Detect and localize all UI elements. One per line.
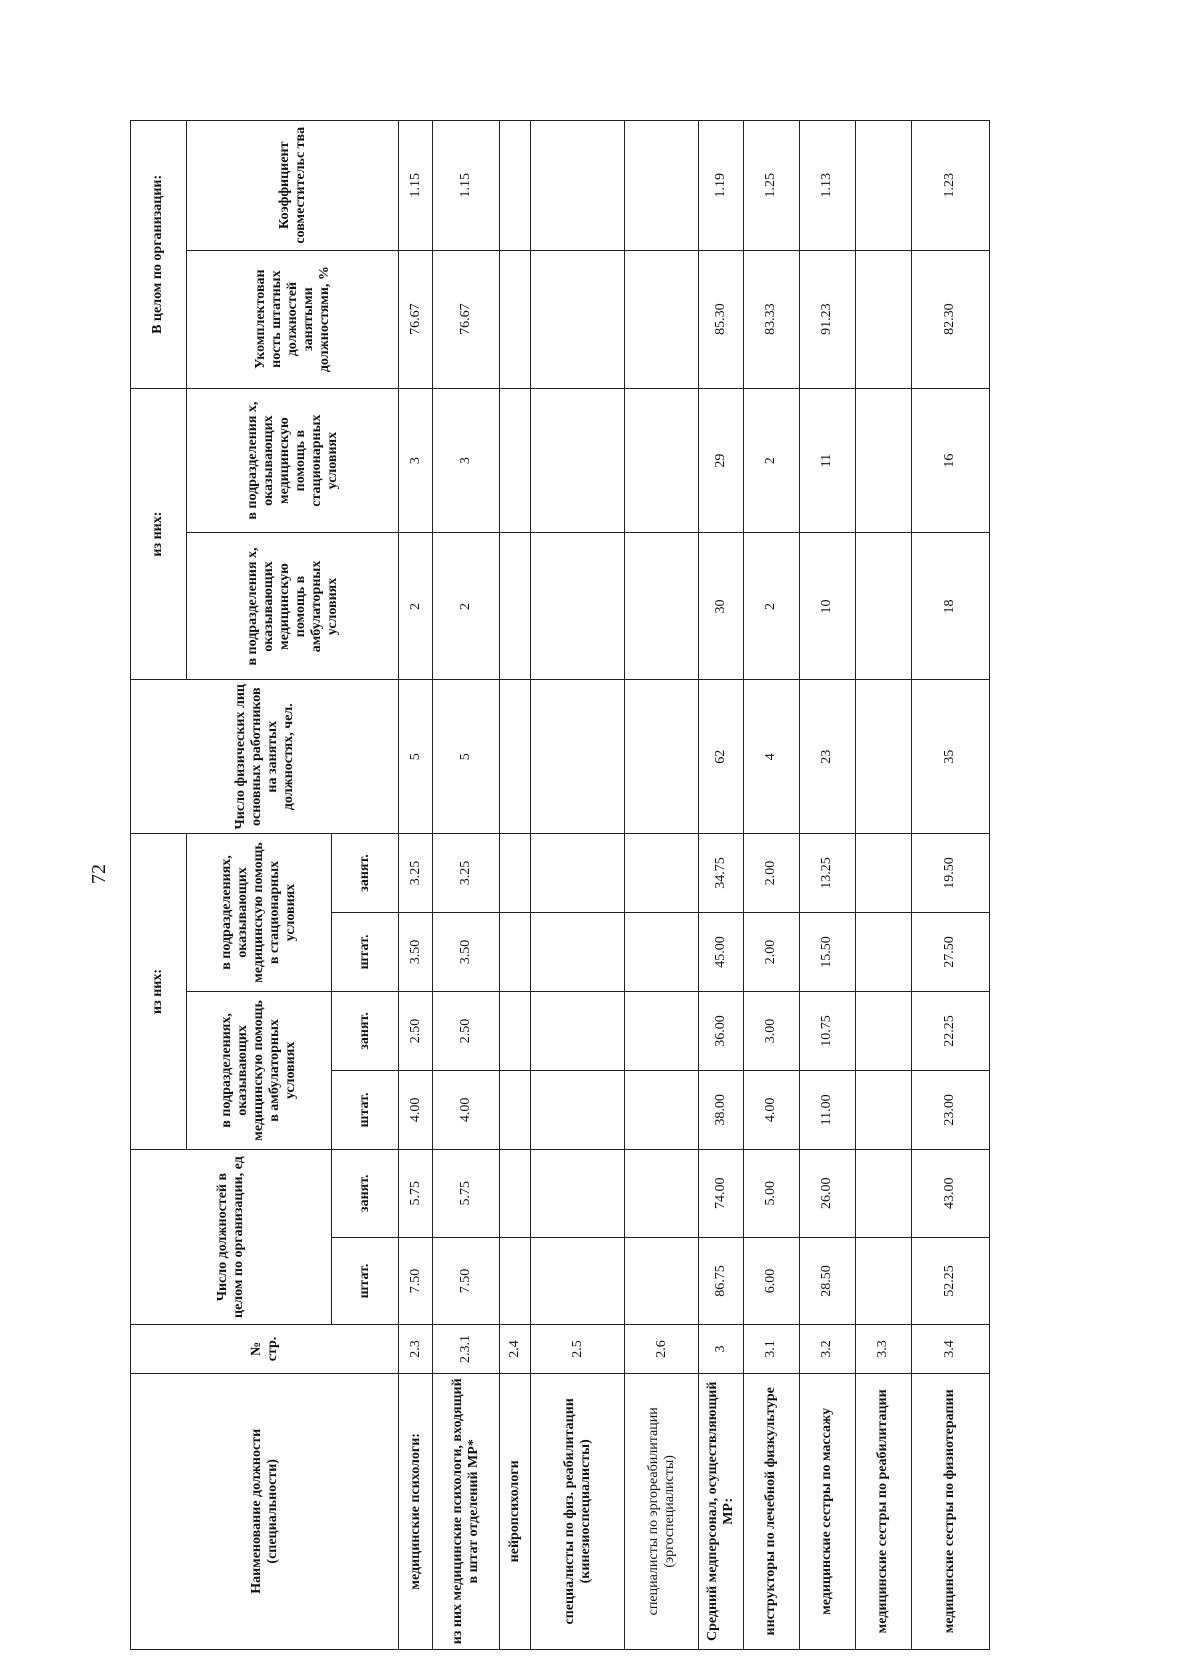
cell-num: 3.1 (743, 1325, 799, 1373)
cell-staffing: 76.67 (432, 250, 499, 388)
cell-s-shtat (625, 912, 699, 991)
cell-t-shtat (531, 1237, 625, 1325)
cell-a-shtat (625, 1070, 699, 1149)
cell-s-shtat: 27.50 (911, 912, 989, 991)
cell-num: 3.3 (855, 1325, 911, 1373)
cell-a-zan: 22.25 (911, 991, 989, 1070)
cell-num: 2.4 (500, 1325, 531, 1373)
cell-a-zan (500, 991, 531, 1070)
cell-persons: 4 (743, 680, 799, 834)
cell-a-shtat: 4.00 (743, 1070, 799, 1149)
cell-staffing (500, 250, 531, 388)
cell-persons: 35 (911, 680, 989, 834)
cell-s-shtat: 15.50 (799, 912, 855, 991)
cell-a-shtat: 4.00 (432, 1070, 499, 1149)
cell-s-shtat: 3.50 (432, 912, 499, 991)
cell-p-amb (855, 533, 911, 680)
cell-coef: 1.13 (799, 121, 855, 251)
cell-persons (625, 680, 699, 834)
cell-s-zan: 3.25 (399, 834, 433, 913)
cell-p-amb: 18 (911, 533, 989, 680)
table-body (399, 121, 990, 1650)
header-amb: в подразделениях, оказывающих медицинскую помощь в амбулаторных условиях (186, 991, 331, 1149)
cell-t-shtat: 86.75 (699, 1237, 744, 1325)
cell-t-zan (500, 1149, 531, 1237)
row-name: медицинские психологи: (399, 1373, 433, 1649)
cell-t-zan: 5.75 (399, 1149, 433, 1237)
cell-p-amb: 2 (432, 533, 499, 680)
table-row (625, 121, 699, 1650)
table-row (699, 121, 744, 1650)
row-name: из них медицинские психологи, входящий в штат отделений МР* (432, 1373, 499, 1649)
table-row (432, 121, 499, 1650)
cell-coef: 1.23 (911, 121, 989, 251)
cell-persons: 62 (699, 680, 744, 834)
cell-s-zan (855, 834, 911, 913)
sub-zanyat-stac: занят. (332, 834, 399, 913)
cell-persons (500, 680, 531, 834)
cell-p-stac: 29 (699, 388, 744, 533)
cell-s-zan: 3.25 (432, 834, 499, 913)
header-num: № стр. (131, 1325, 399, 1373)
header-coef: Коэффициент совместительс тва (186, 121, 399, 251)
cell-s-shtat (531, 912, 625, 991)
row-name: медицинские сестры по физиотерапии (911, 1373, 989, 1649)
cell-s-shtat: 3.50 (399, 912, 433, 991)
header-of-them-2: из них: (131, 388, 187, 680)
header-row-1 (131, 121, 187, 1650)
cell-s-zan: 13.25 (799, 834, 855, 913)
cell-p-amb: 2 (399, 533, 433, 680)
cell-p-stac: 3 (399, 388, 433, 533)
cell-staffing: 85.30 (699, 250, 744, 388)
header-persons-stac: в подразделения х, оказывающих медицинскую помощь в стационарных условиях (186, 388, 399, 533)
cell-t-zan: 26.00 (799, 1149, 855, 1237)
cell-a-shtat: 38.00 (699, 1070, 744, 1149)
cell-num: 2.3.1 (432, 1325, 499, 1373)
cell-t-shtat: 7.50 (399, 1237, 433, 1325)
cell-p-amb: 10 (799, 533, 855, 680)
header-persons-amb: в подразделения х, оказывающих медицинскую помощь в амбулаторных условиях (186, 533, 399, 680)
sub-shtat-total: штат. (332, 1237, 399, 1325)
cell-a-zan: 10.75 (799, 991, 855, 1070)
cell-num: 2.3 (399, 1325, 433, 1373)
cell-staffing: 82.30 (911, 250, 989, 388)
cell-a-shtat: 4.00 (399, 1070, 433, 1149)
header-stac: в подразделениях, оказывающих медицинскую помощь в стационарных условиях (186, 834, 331, 992)
header-total-positions: Число должностей в целом по организации, ед (131, 1149, 332, 1324)
header-persons: Число физических лиц основных работников на занятых должностях, чел. (131, 680, 399, 834)
cell-s-shtat (855, 912, 911, 991)
table-row (531, 121, 625, 1650)
sub-zanyat-amb: занят. (332, 991, 399, 1070)
cell-p-amb (625, 533, 699, 680)
header-name: Наименование должности (специальности) (131, 1373, 399, 1649)
cell-t-shtat: 28.50 (799, 1237, 855, 1325)
cell-t-zan (625, 1149, 699, 1237)
cell-p-stac (855, 388, 911, 533)
page-number: 72 (88, 864, 110, 884)
cell-t-zan: 74.00 (699, 1149, 744, 1237)
cell-persons (531, 680, 625, 834)
cell-staffing (855, 250, 911, 388)
cell-a-zan (625, 991, 699, 1070)
cell-coef (531, 121, 625, 251)
table-row (855, 121, 911, 1650)
cell-t-shtat (500, 1237, 531, 1325)
cell-a-zan: 3.00 (743, 991, 799, 1070)
cell-t-zan (855, 1149, 911, 1237)
rotated-table-wrapper (130, 120, 990, 1650)
cell-s-zan (531, 834, 625, 913)
table-row (911, 121, 989, 1650)
cell-coef: 1.25 (743, 121, 799, 251)
row-name: нейропсихологи (500, 1373, 531, 1649)
cell-staffing: 76.67 (399, 250, 433, 388)
cell-p-stac (500, 388, 531, 533)
cell-t-shtat: 6.00 (743, 1237, 799, 1325)
cell-a-shtat (500, 1070, 531, 1149)
cell-num: 3 (699, 1325, 744, 1373)
cell-coef (855, 121, 911, 251)
cell-p-stac: 3 (432, 388, 499, 533)
cell-s-zan (500, 834, 531, 913)
row-name: инструкторы по лечебной физкультуре (743, 1373, 799, 1649)
cell-coef: 1.15 (399, 121, 433, 251)
sub-shtat-amb: штат. (332, 1070, 399, 1149)
cell-p-amb (531, 533, 625, 680)
cell-num: 3.4 (911, 1325, 989, 1373)
row-name: медицинские сестры по реабилитации (855, 1373, 911, 1649)
cell-p-stac (531, 388, 625, 533)
cell-num: 3.2 (799, 1325, 855, 1373)
cell-persons: 5 (399, 680, 433, 834)
cell-a-zan: 36.00 (699, 991, 744, 1070)
cell-p-stac: 11 (799, 388, 855, 533)
table-row (799, 121, 855, 1650)
cell-t-shtat (625, 1237, 699, 1325)
cell-t-shtat (855, 1237, 911, 1325)
sub-zanyat-total: занят. (332, 1149, 399, 1237)
cell-s-shtat: 2.00 (743, 912, 799, 991)
cell-s-shtat: 45.00 (699, 912, 744, 991)
cell-p-stac (625, 388, 699, 533)
cell-t-zan (531, 1149, 625, 1237)
row-name: специалисты по эргореабилитации (эргоспециалисты) (625, 1373, 699, 1649)
cell-a-shtat: 23.00 (911, 1070, 989, 1149)
cell-staffing (531, 250, 625, 388)
cell-num: 2.5 (531, 1325, 625, 1373)
cell-a-zan (855, 991, 911, 1070)
cell-t-zan: 5.75 (432, 1149, 499, 1237)
cell-a-shtat (855, 1070, 911, 1149)
cell-a-zan: 2.50 (399, 991, 433, 1070)
cell-coef (625, 121, 699, 251)
cell-num: 2.6 (625, 1325, 699, 1373)
cell-p-amb: 2 (743, 533, 799, 680)
cell-p-amb (500, 533, 531, 680)
row-name: медицинские сестры по массажу (799, 1373, 855, 1649)
cell-p-stac: 2 (743, 388, 799, 533)
cell-p-stac: 16 (911, 388, 989, 533)
cell-t-zan: 5.00 (743, 1149, 799, 1237)
row-name: Средний медперсонал, осуществляющий МР: (699, 1373, 744, 1649)
cell-s-zan (625, 834, 699, 913)
cell-persons: 23 (799, 680, 855, 834)
cell-s-zan: 2.00 (743, 834, 799, 913)
table-row (743, 121, 799, 1650)
cell-a-zan (531, 991, 625, 1070)
cell-coef (500, 121, 531, 251)
staffing-table (130, 120, 990, 1650)
cell-s-zan: 19.50 (911, 834, 989, 913)
cell-a-shtat (531, 1070, 625, 1149)
row-name: специалисты по физ. реабилитации (кинезиоспециалисты) (531, 1373, 625, 1649)
sub-shtat-stac: штат. (332, 912, 399, 991)
cell-s-shtat (500, 912, 531, 991)
cell-staffing: 91.23 (799, 250, 855, 388)
header-overall: В целом по организации: (131, 121, 187, 389)
cell-coef: 1.19 (699, 121, 744, 251)
cell-persons: 5 (432, 680, 499, 834)
cell-t-shtat: 7.50 (432, 1237, 499, 1325)
cell-t-zan: 43.00 (911, 1149, 989, 1237)
cell-coef: 1.15 (432, 121, 499, 251)
cell-staffing: 83.33 (743, 250, 799, 388)
cell-s-zan: 34.75 (699, 834, 744, 913)
cell-a-shtat: 11.00 (799, 1070, 855, 1149)
header-of-them: из них: (131, 834, 187, 1150)
cell-persons (855, 680, 911, 834)
header-staffing: Укомплектован ность штатных должностей занятыми должностями, % (186, 250, 399, 388)
table-row (500, 121, 531, 1650)
cell-staffing (625, 250, 699, 388)
cell-a-zan: 2.50 (432, 991, 499, 1070)
table-row (399, 121, 433, 1650)
cell-p-amb: 30 (699, 533, 744, 680)
cell-t-shtat: 52.25 (911, 1237, 989, 1325)
